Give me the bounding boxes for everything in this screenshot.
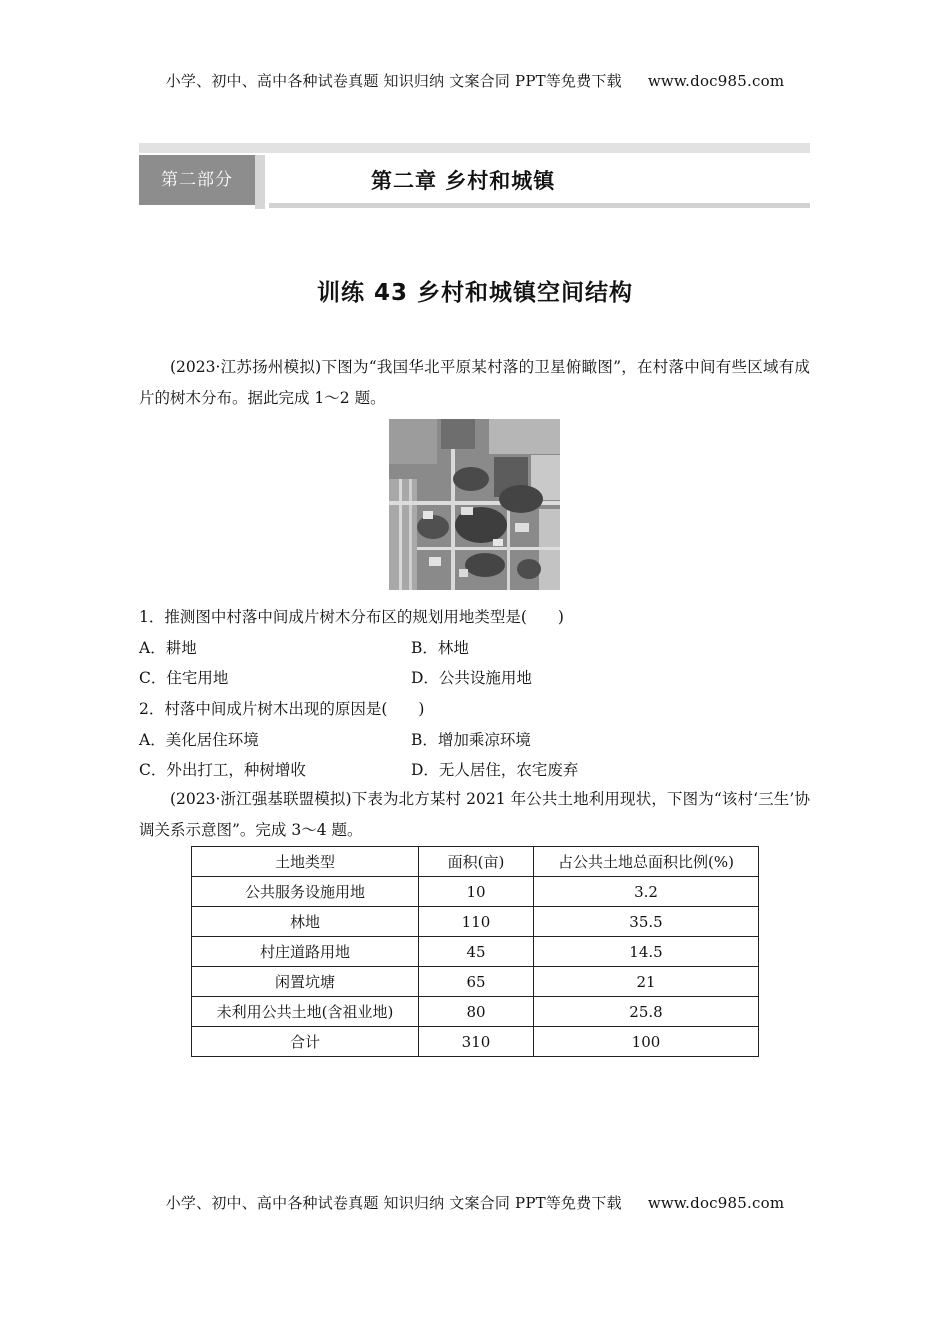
table-row: [192, 877, 759, 907]
question-2-option-d: D．无人居住，农宅废弃: [411, 761, 579, 779]
table-cell: 310: [419, 1027, 534, 1057]
question-2-option-c: C．外出打工，种树增收: [139, 761, 306, 779]
table-cell: 110: [419, 907, 534, 937]
question-2-option-b: B．增加乘凉环境: [411, 731, 531, 749]
page-header: [0, 70, 950, 91]
table-header-cell: 占公共土地总面积比例(%): [534, 847, 759, 877]
footer-text: 小学、初中、高中各种试卷真题 知识归纳 文案合同 PPT等免费下载: [165, 1194, 622, 1212]
table-cell: 100: [534, 1027, 759, 1057]
chapter-title: 第二章 乡村和城镇: [371, 169, 556, 193]
question-1-option-d: D．公共设施用地: [411, 669, 532, 687]
table-row: [192, 907, 759, 937]
table-cell: 25.8: [534, 997, 759, 1027]
table-cell: 21: [534, 967, 759, 997]
table-row: [192, 937, 759, 967]
question-1-stem: 1．推测图中村落中间成片树木分布区的规划用地类型是( ): [139, 608, 564, 626]
table-cell: 80: [419, 997, 534, 1027]
table-cell: 林地: [192, 907, 419, 937]
table-cell: 3.2: [534, 877, 759, 907]
table-cell: 村庄道路用地: [192, 937, 419, 967]
table-row: [192, 967, 759, 997]
question-1-option-a: A．耕地: [139, 639, 197, 657]
table-header-cell: 土地类型: [192, 847, 419, 877]
intro-paragraph-2: (2023·浙江强基联盟模拟)下表为北方某村 2021 年公共土地利用现状，下图为“该村‘三生’协调关系示意图”。完成 3～4 题。: [139, 790, 810, 839]
banner-top-line: [139, 143, 810, 153]
question-1-option-b: B．林地: [411, 639, 469, 657]
part-label-shadow: [255, 155, 265, 209]
header-text: 小学、初中、高中各种试卷真题 知识归纳 文案合同 PPT等免费下载: [165, 72, 622, 90]
table-cell: 闲置坑塘: [192, 967, 419, 997]
question-2-option-a: A．美化居住环境: [139, 731, 259, 749]
table-cell: 65: [419, 967, 534, 997]
question-2-stem: 2．村落中间成片树木出现的原因是( ): [139, 700, 425, 718]
table-cell: 合计: [192, 1027, 419, 1057]
exercise-title: 训练 43 乡村和城镇空间结构: [316, 280, 634, 306]
part-label: 第二部分: [139, 155, 255, 205]
village-satellite-image: [389, 419, 560, 590]
table-cell: 35.5: [534, 907, 759, 937]
table-header-row: [192, 847, 759, 877]
chapter-banner: [139, 143, 810, 213]
table-cell: 公共服务设施用地: [192, 877, 419, 907]
table-row: [192, 997, 759, 1027]
footer-site[interactable]: www.doc985.com: [647, 1194, 785, 1212]
header-site[interactable]: www.doc985.com: [647, 72, 785, 90]
intro-paragraph-1: (2023·江苏扬州模拟)下图为“我国华北平原某村落的卫星俯瞰图”，在村落中间有些区域有成片的树木分布。据此完成 1～2 题。: [139, 358, 810, 407]
table-cell: 45: [419, 937, 534, 967]
page-footer: [0, 1192, 950, 1213]
table-cell: 14.5: [534, 937, 759, 967]
question-1-option-c: C．住宅用地: [139, 669, 229, 687]
table-row: [192, 1027, 759, 1057]
table-cell: 10: [419, 877, 534, 907]
table-cell: 未利用公共土地(含祖业地): [192, 997, 419, 1027]
table-header-cell: 面积(亩): [419, 847, 534, 877]
land-use-table: [191, 846, 759, 1057]
